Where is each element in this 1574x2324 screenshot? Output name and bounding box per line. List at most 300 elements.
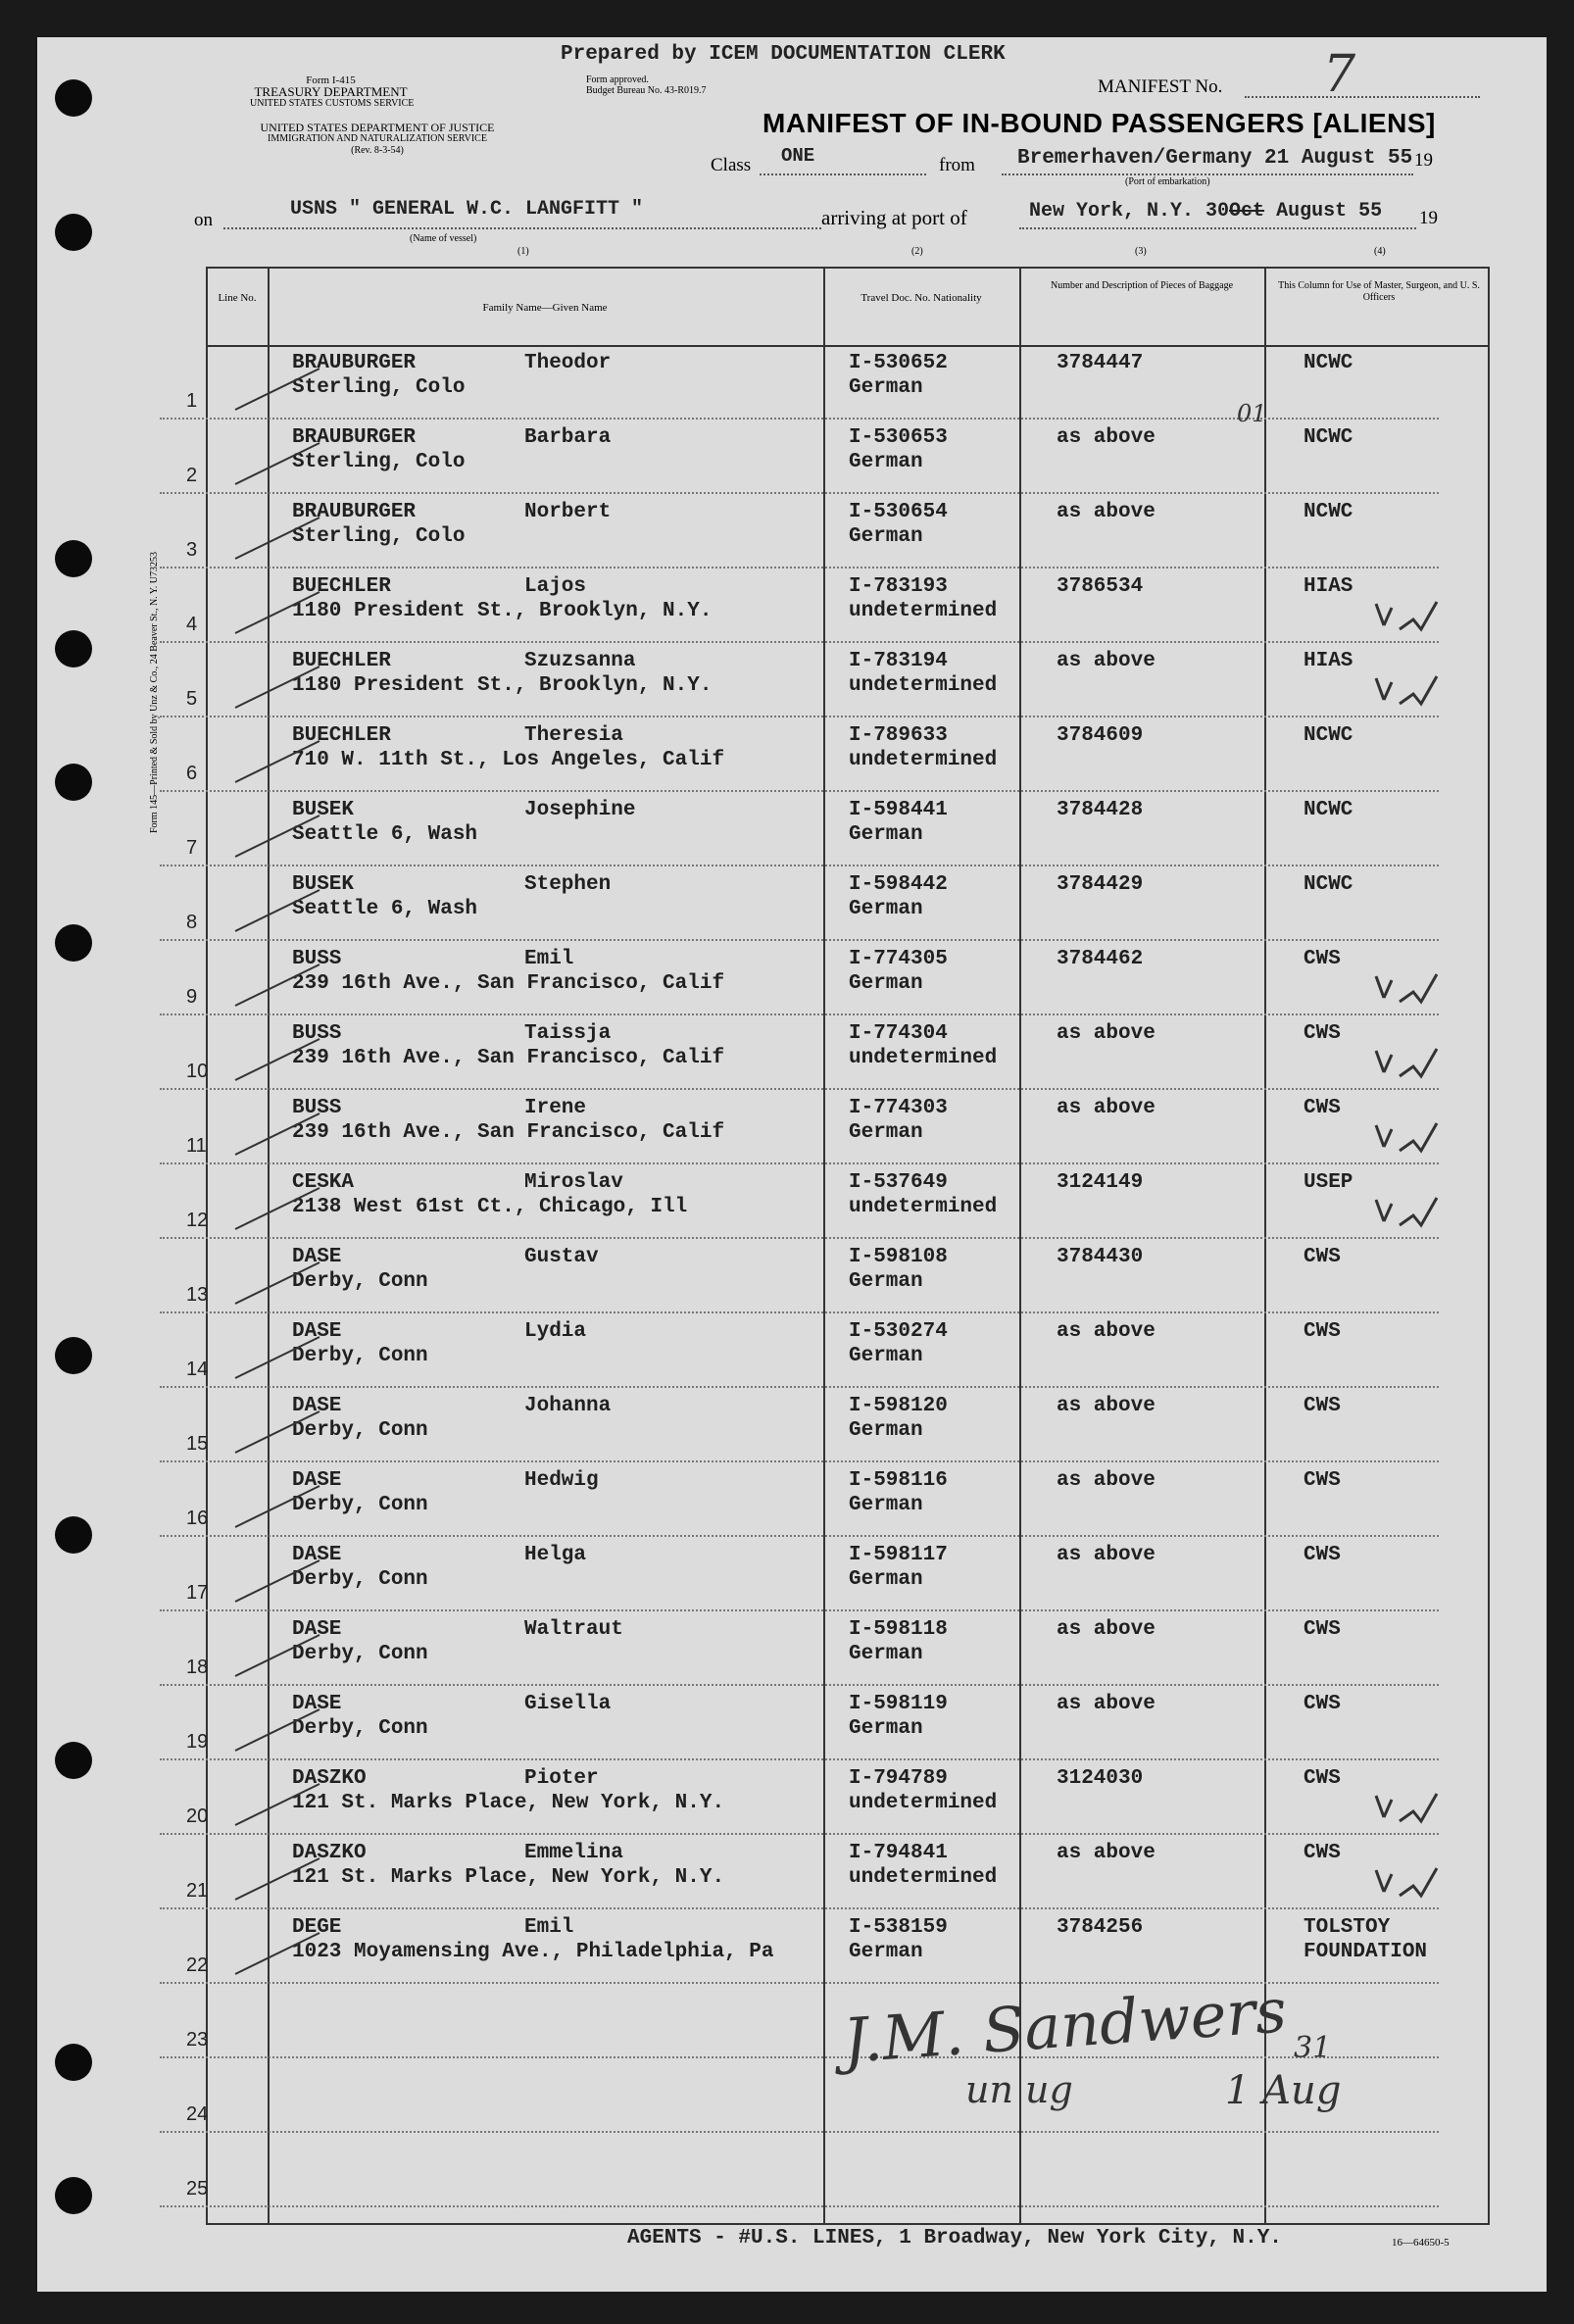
family-name: BUSEK	[292, 799, 355, 821]
address: Derby, Conn	[292, 1419, 428, 1442]
justice-dept: UNITED STATES DEPARTMENT OF JUSTICE	[260, 121, 495, 134]
line-number: 25	[186, 2178, 209, 2200]
given-name: Hedwig	[524, 1469, 599, 1492]
address: 121 St. Marks Place, New York, N.Y.	[292, 1866, 725, 1889]
line-number: 14	[186, 1359, 209, 1380]
row-divider	[160, 939, 1439, 941]
address: Sterling, Colo	[292, 376, 466, 399]
baggage: as above	[1057, 501, 1156, 523]
vessel-name: USNS " GENERAL W.C. LANGFITT "	[290, 198, 644, 221]
travel-doc-number: I-598442	[849, 873, 948, 896]
travel-doc-number: I-598119	[849, 1693, 948, 1715]
travel-doc-number: I-598118	[849, 1618, 948, 1641]
row-divider	[160, 2056, 1439, 2058]
row-divider	[160, 1907, 1439, 1909]
address: Sterling, Colo	[292, 451, 466, 473]
manifest-no-label: MANIFEST No.	[1098, 76, 1223, 97]
mark-01: 01	[1237, 400, 1267, 427]
row-divider	[160, 865, 1439, 866]
baggage: as above	[1057, 1320, 1156, 1343]
line-number: 7	[186, 837, 198, 859]
tick-mark-icon	[233, 1557, 321, 1610]
tick-mark-icon	[233, 1035, 321, 1089]
given-name: Emmelina	[524, 1842, 623, 1864]
address: 1180 President St., Brooklyn, N.Y.	[292, 600, 713, 622]
line-number: 20	[186, 1805, 209, 1827]
family-name: DASE	[292, 1469, 342, 1492]
given-name: Pioter	[524, 1767, 599, 1790]
travel-doc-number: I-794841	[849, 1842, 948, 1864]
line-number: 12	[186, 1210, 209, 1231]
line-number: 9	[186, 986, 198, 1008]
given-name: Theodor	[524, 352, 612, 374]
travel-doc-number: I-783194	[849, 650, 948, 672]
baggage: 3124149	[1057, 1171, 1144, 1194]
line-number: 3	[186, 539, 198, 561]
binder-hole	[55, 2044, 92, 2081]
treasury-block	[250, 74, 415, 110]
tick-mark-icon	[233, 737, 321, 791]
agency: CWS	[1303, 1097, 1341, 1119]
agency: USEP	[1303, 1171, 1353, 1194]
travel-doc-number: I-598441	[849, 799, 948, 821]
given-name: Norbert	[524, 501, 612, 523]
line-number: 11	[186, 1135, 207, 1157]
row-divider	[160, 1833, 1439, 1835]
row-divider	[160, 492, 1439, 494]
given-name: Josephine	[524, 799, 636, 821]
tick-mark-icon	[233, 886, 321, 940]
baggage: as above	[1057, 1618, 1156, 1641]
agency: NCWC	[1303, 426, 1353, 449]
tick-mark-icon	[233, 961, 321, 1014]
check-mark-icon	[1370, 1192, 1439, 1244]
arrival-overstrike: Oct	[1229, 200, 1265, 223]
baggage: as above	[1057, 1395, 1156, 1417]
nationality: German	[849, 525, 923, 548]
travel-doc-number: I-794789	[849, 1767, 948, 1790]
family-name: BUECHLER	[292, 650, 391, 672]
baggage: 3784428	[1057, 799, 1144, 821]
family-name: BUECHLER	[292, 724, 391, 747]
line-number: 21	[186, 1880, 209, 1902]
rev-date: (Rev. 8-3-54)	[351, 145, 404, 156]
tick-mark-icon	[233, 1482, 321, 1536]
binder-hole	[55, 764, 92, 801]
agency: CWS	[1303, 1246, 1341, 1268]
agency: CWS	[1303, 1842, 1341, 1864]
nationality: German	[849, 376, 923, 399]
col-header-name: Family Name—Given Name	[482, 302, 608, 314]
tick-mark-icon	[233, 1706, 321, 1759]
family-name: BUSEK	[292, 873, 355, 896]
tick-mark-icon	[233, 1929, 321, 1983]
check-mark-icon	[1370, 1043, 1439, 1095]
address: Derby, Conn	[292, 1643, 428, 1665]
line-number: 5	[186, 688, 198, 710]
from-label: from	[939, 155, 975, 175]
line-number: 19	[186, 1731, 209, 1753]
row-divider	[160, 1014, 1439, 1015]
agency: TOLSTOY	[1303, 1916, 1391, 1939]
address: 121 St. Marks Place, New York, N.Y.	[292, 1792, 725, 1814]
address: 710 W. 11th St., Los Angeles, Calif	[292, 749, 725, 771]
nationality: German	[849, 972, 923, 995]
binder-hole	[55, 1516, 92, 1554]
vessel-line	[223, 227, 821, 229]
family-name: BRAUBURGER	[292, 501, 417, 523]
baggage: 3784256	[1057, 1916, 1144, 1939]
agency: NCWC	[1303, 501, 1353, 523]
tick-mark-icon	[233, 1333, 321, 1387]
address: Derby, Conn	[292, 1345, 428, 1367]
binder-hole	[55, 630, 92, 668]
nationality: German	[849, 1270, 923, 1293]
manifest-table	[206, 267, 1490, 2225]
binder-hole	[55, 540, 92, 577]
family-name: BUSS	[292, 948, 342, 970]
given-name: Waltraut	[524, 1618, 623, 1641]
line-number: 15	[186, 1433, 209, 1455]
travel-doc-number: I-774304	[849, 1022, 948, 1045]
family-name: DEGE	[292, 1916, 342, 1939]
travel-doc-number: I-774303	[849, 1097, 948, 1119]
tick-mark-icon	[233, 812, 321, 865]
binder-hole	[55, 79, 92, 117]
address: 1180 President St., Brooklyn, N.Y.	[292, 674, 713, 697]
tick-mark-icon	[233, 439, 321, 493]
travel-doc-number: I-537649	[849, 1171, 948, 1194]
travel-doc-number: I-789633	[849, 724, 948, 747]
caption-2: (2)	[911, 246, 923, 257]
travel-doc-number: I-538159	[849, 1916, 948, 1939]
travel-doc-number: I-783193	[849, 575, 948, 598]
travel-doc-number: I-598120	[849, 1395, 948, 1417]
address: Seattle 6, Wash	[292, 823, 478, 846]
check-mark-icon	[1370, 596, 1439, 648]
family-name: DASE	[292, 1544, 342, 1566]
line-number: 23	[186, 2029, 209, 2051]
family-name: BUECHLER	[292, 575, 391, 598]
given-name: Gustav	[524, 1246, 599, 1268]
baggage: 3784430	[1057, 1246, 1144, 1268]
manifest-no-value: 7	[1323, 45, 1356, 104]
agency: NCWC	[1303, 873, 1353, 896]
agency-line-2: FOUNDATION	[1303, 1941, 1428, 1963]
nationality: German	[849, 823, 923, 846]
line-number: 24	[186, 2103, 209, 2125]
family-name: BRAUBURGER	[292, 352, 417, 374]
binder-hole	[55, 1337, 92, 1374]
form-approved-block	[586, 74, 707, 96]
travel-doc-number: I-530654	[849, 501, 948, 523]
caption-4: (4)	[1374, 246, 1386, 257]
agency: CWS	[1303, 1544, 1341, 1566]
form-approved: Form approved.	[586, 74, 649, 85]
baggage: as above	[1057, 426, 1156, 449]
binder-hole	[55, 1742, 92, 1779]
row-divider	[160, 790, 1439, 792]
nationality: German	[849, 1419, 923, 1442]
tick-mark-icon	[233, 514, 321, 568]
baggage: as above	[1057, 1022, 1156, 1045]
given-name: Irene	[524, 1097, 587, 1119]
row-divider	[160, 1684, 1439, 1686]
nationality: undetermined	[849, 600, 998, 622]
agency: CWS	[1303, 1693, 1341, 1715]
side-imprint: Form 145—Printed & Sold by Unz & Co., 24 Beaver St., N. Y. U73253	[149, 552, 160, 833]
tick-mark-icon	[233, 1259, 321, 1312]
address: Derby, Conn	[292, 1717, 428, 1740]
nationality: German	[849, 1345, 923, 1367]
signature: J.M. Sandwers	[841, 1974, 1289, 2077]
immigration-service: IMMIGRATION AND NATURALIZATION SERVICE	[268, 133, 487, 144]
row-divider	[160, 1460, 1439, 1462]
baggage: 3784609	[1057, 724, 1144, 747]
line-number: 17	[186, 1582, 209, 1604]
baggage: as above	[1057, 1097, 1156, 1119]
travel-doc-number: I-774305	[849, 948, 948, 970]
binder-hole	[55, 2177, 92, 2214]
arriving-label: arriving at port of	[821, 206, 967, 229]
line-number: 4	[186, 614, 198, 635]
caption-1: (1)	[517, 246, 529, 257]
tick-mark-icon	[233, 1854, 321, 1908]
nationality: German	[849, 1568, 923, 1591]
given-name: Lydia	[524, 1320, 587, 1343]
family-name: BRAUBURGER	[292, 426, 417, 449]
address: Derby, Conn	[292, 1270, 428, 1293]
given-name: Barbara	[524, 426, 612, 449]
check-mark-icon	[1370, 1788, 1439, 1840]
nationality: undetermined	[849, 674, 998, 697]
given-name: Theresia	[524, 724, 623, 747]
baggage: 3784447	[1057, 352, 1144, 374]
agency: CWS	[1303, 1767, 1341, 1790]
agency: CWS	[1303, 1022, 1341, 1045]
line-number: 18	[186, 1656, 209, 1678]
nationality: undetermined	[849, 1196, 998, 1218]
nationality: undetermined	[849, 1792, 998, 1814]
tick-mark-icon	[233, 1110, 321, 1163]
table-header-rule	[206, 345, 1490, 347]
line-number: 16	[186, 1508, 209, 1529]
baggage: as above	[1057, 1544, 1156, 1566]
address: 239 16th Ave., San Francisco, Calif	[292, 1047, 725, 1069]
tick-mark-icon	[233, 1631, 321, 1685]
agency: CWS	[1303, 1395, 1341, 1417]
col-header-baggage: Number and Description of Pieces of Baggage	[1050, 280, 1234, 291]
address: Sterling, Colo	[292, 525, 466, 548]
caption-3: (3)	[1135, 246, 1147, 257]
tick-mark-icon	[233, 1780, 321, 1834]
col-header-officers: This Column for Use of Master, Surgeon, and U. S. Officers	[1278, 280, 1480, 303]
row-divider	[160, 1311, 1439, 1313]
footer-agents: AGENTS - #U.S. LINES, 1 Broadway, New York City, N.Y.	[627, 2227, 1282, 2250]
nationality: German	[849, 1121, 923, 1144]
given-name: Miroslav	[524, 1171, 623, 1194]
tick-mark-icon	[233, 588, 321, 642]
line-number: 2	[186, 465, 198, 486]
check-mark-icon	[1370, 1862, 1439, 1914]
nationality: undetermined	[849, 749, 998, 771]
class-value: ONE	[781, 145, 815, 167]
nationality: undetermined	[849, 1047, 998, 1069]
justice-block	[191, 122, 564, 157]
col-divider-baggage	[1264, 267, 1266, 2225]
row-divider	[160, 1237, 1439, 1239]
row-divider	[160, 2131, 1439, 2133]
baggage: 3124030	[1057, 1767, 1144, 1790]
address: Derby, Conn	[292, 1494, 428, 1516]
family-name: DASZKO	[292, 1842, 367, 1864]
class-label: Class	[711, 155, 752, 175]
family-name: CESKA	[292, 1171, 355, 1194]
check-mark-icon	[1370, 968, 1439, 1020]
date-note-2: 1 Aug	[1225, 2068, 1342, 2113]
agency: CWS	[1303, 1618, 1341, 1641]
prepared-by: Prepared by ICEM DOCUMENTATION CLERK	[561, 43, 1006, 66]
tick-mark-icon	[233, 365, 321, 419]
signature-sub: un ug	[965, 2068, 1073, 2111]
line-number: 6	[186, 763, 198, 784]
line-number: 22	[186, 1954, 209, 1976]
manifest-no-line	[1245, 96, 1480, 98]
address: 1023 Moyamensing Ave., Philadelphia, Pa	[292, 1941, 774, 1963]
row-divider	[160, 567, 1439, 569]
agency: HIAS	[1303, 575, 1353, 598]
class-line	[760, 173, 926, 175]
row-divider	[160, 2205, 1439, 2207]
on-label: on	[194, 210, 213, 230]
tick-mark-icon	[233, 663, 321, 717]
address: 2138 West 61st Ct., Chicago, Ill	[292, 1196, 688, 1218]
from-line	[1002, 173, 1413, 175]
travel-doc-number: I-530274	[849, 1320, 948, 1343]
tick-mark-icon	[233, 1184, 321, 1238]
family-name: DASE	[292, 1320, 342, 1343]
travel-doc-number: I-598108	[849, 1246, 948, 1268]
travel-doc-number: I-530652	[849, 352, 948, 374]
family-name: DASE	[292, 1246, 342, 1268]
family-name: BUSS	[292, 1097, 342, 1119]
family-name: DASZKO	[292, 1767, 367, 1790]
manifest-title: MANIFEST OF IN-BOUND PASSENGERS [ALIENS]	[762, 108, 1436, 138]
row-divider	[160, 1758, 1439, 1760]
row-divider	[160, 1535, 1439, 1537]
col-divider-doc	[1019, 267, 1021, 2225]
given-name: Helga	[524, 1544, 587, 1566]
arrival-line	[1019, 227, 1416, 229]
from-value: Bremerhaven/Germany 21 August 55	[1017, 147, 1413, 170]
binder-hole	[55, 924, 92, 962]
treasury-dept: TREASURY DEPARTMENT	[254, 84, 408, 99]
row-divider	[160, 1088, 1439, 1090]
travel-doc-number: I-598116	[849, 1469, 948, 1492]
vessel-caption: (Name of vessel)	[410, 233, 477, 244]
baggage: 3784462	[1057, 948, 1144, 970]
family-name: DASE	[292, 1395, 342, 1417]
travel-doc-number: I-598117	[849, 1544, 948, 1566]
form-number: Form I-415	[306, 74, 356, 86]
nationality: German	[849, 451, 923, 473]
arrival-month: August 55	[1276, 200, 1383, 223]
line-number: 1	[186, 390, 198, 412]
nationality: German	[849, 1494, 923, 1516]
agency: CWS	[1303, 1469, 1341, 1492]
agency: NCWC	[1303, 724, 1353, 747]
binder-hole	[55, 214, 92, 251]
nationality: German	[849, 1643, 923, 1665]
row-divider	[160, 1162, 1439, 1164]
port-embarkation-caption: (Port of embarkation)	[1125, 176, 1210, 187]
row-divider	[160, 1609, 1439, 1611]
family-name: DASE	[292, 1618, 342, 1641]
col-header-travel-doc: Travel Doc. No. Nationality	[861, 292, 982, 304]
given-name: Stephen	[524, 873, 612, 896]
line-number: 13	[186, 1284, 209, 1306]
agency: CWS	[1303, 948, 1341, 970]
given-name: Emil	[524, 948, 574, 970]
family-name: DASE	[292, 1693, 342, 1715]
given-name: Gisella	[524, 1693, 612, 1715]
given-name: Taissja	[524, 1022, 612, 1045]
given-name: Johanna	[524, 1395, 612, 1417]
given-name: Lajos	[524, 575, 587, 598]
family-name: BUSS	[292, 1022, 342, 1045]
baggage: 3786534	[1057, 575, 1144, 598]
given-name: Szuzsanna	[524, 650, 636, 672]
tick-mark-icon	[233, 1408, 321, 1461]
year-suffix-2: 19	[1419, 208, 1438, 228]
address: 239 16th Ave., San Francisco, Calif	[292, 972, 725, 995]
nationality: German	[849, 1941, 923, 1963]
check-mark-icon	[1370, 1117, 1439, 1169]
address: Seattle 6, Wash	[292, 898, 478, 920]
nationality: undetermined	[849, 1866, 998, 1889]
baggage: as above	[1057, 1842, 1156, 1864]
arrival-value: New York, N.Y. 30	[1029, 200, 1230, 223]
agency: CWS	[1303, 1320, 1341, 1343]
date-note: 31	[1294, 2031, 1332, 2065]
travel-doc-number: I-530653	[849, 426, 948, 449]
baggage: as above	[1057, 650, 1156, 672]
arrival-port	[1029, 200, 1382, 223]
line-number: 8	[186, 912, 198, 933]
baggage: as above	[1057, 1693, 1156, 1715]
row-divider	[160, 1386, 1439, 1388]
line-number: 10	[186, 1061, 209, 1082]
footer-form-code: 16—64650-5	[1392, 2237, 1450, 2249]
address: 239 16th Ave., San Francisco, Calif	[292, 1121, 725, 1144]
agency: HIAS	[1303, 650, 1353, 672]
budget-bureau: Budget Bureau No. 43-R019.7	[586, 85, 707, 96]
customs-service: UNITED STATES CUSTOMS SERVICE	[250, 98, 415, 109]
nationality: German	[849, 898, 923, 920]
agency: NCWC	[1303, 352, 1353, 374]
baggage: as above	[1057, 1469, 1156, 1492]
baggage: 3784429	[1057, 873, 1144, 896]
row-divider	[160, 641, 1439, 643]
nationality: German	[849, 1717, 923, 1740]
row-divider	[160, 716, 1439, 717]
check-mark-icon	[1370, 670, 1439, 722]
year-suffix-1: 19	[1414, 150, 1433, 171]
address: Derby, Conn	[292, 1568, 428, 1591]
agency: NCWC	[1303, 799, 1353, 821]
col-header-line-no: Line No.	[218, 292, 257, 304]
col-divider-name	[823, 267, 825, 2225]
